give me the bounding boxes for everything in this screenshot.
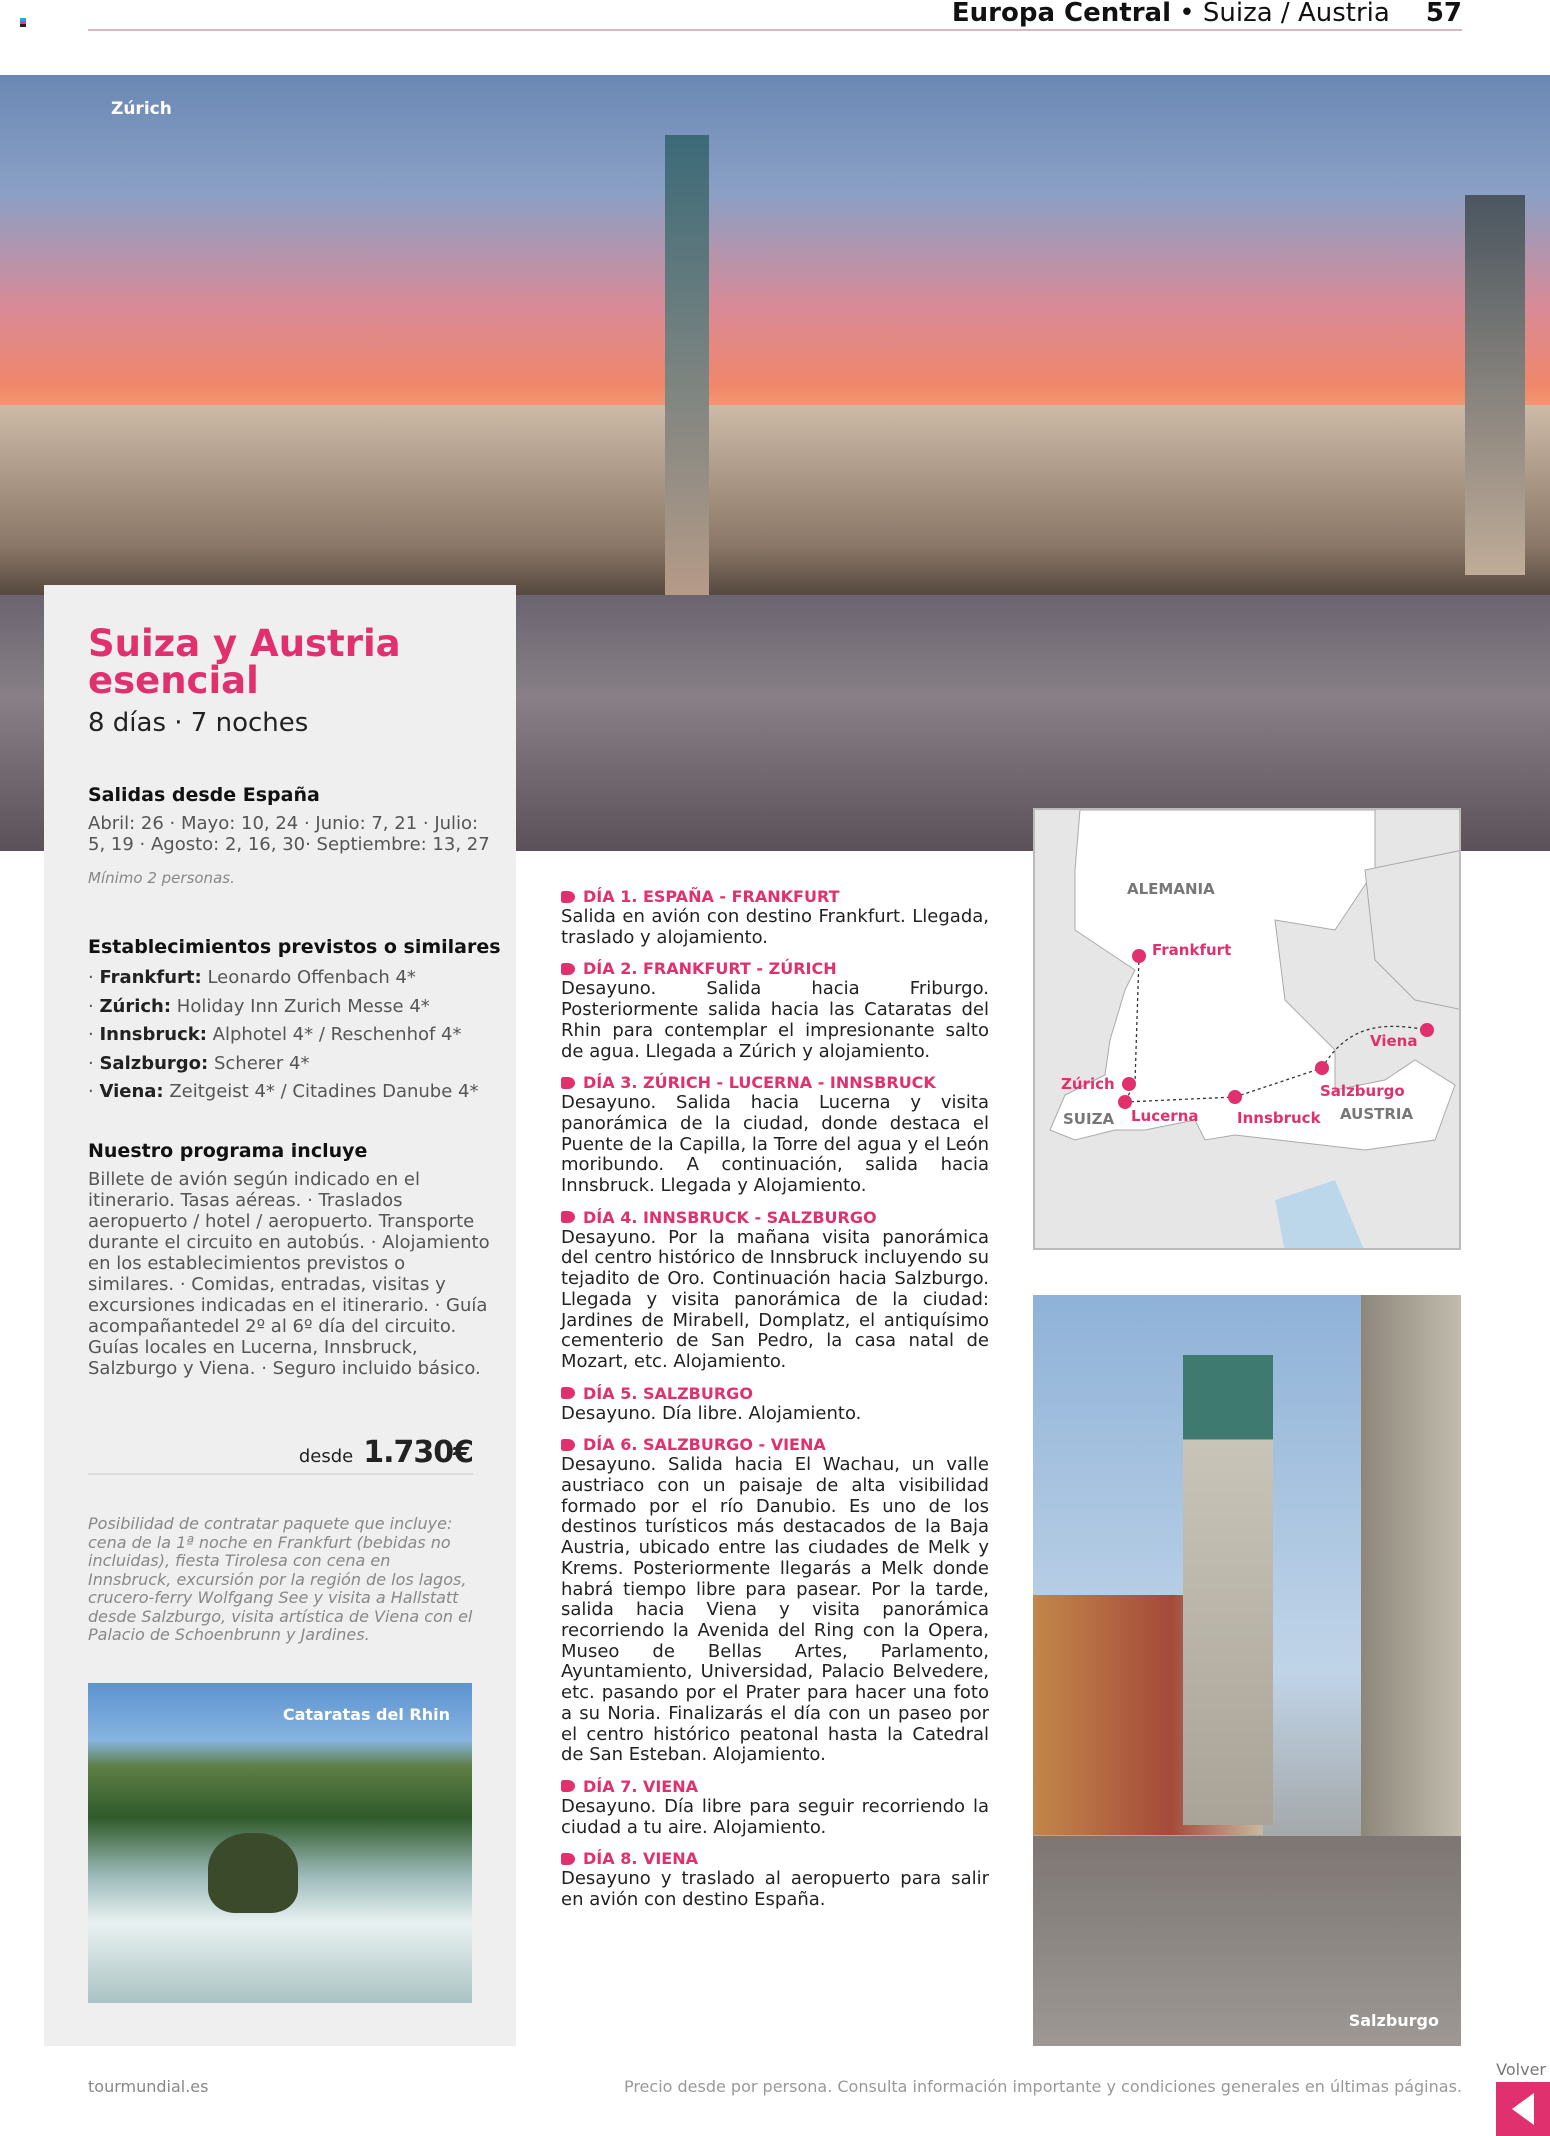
hotel-name: Holiday Inn Zurich Messe 4* [176,995,430,1017]
trip-title-line2: esencial [88,659,259,702]
itinerary-day [561,958,989,1062]
photo-rock [208,1833,298,1913]
salzburgo-caption: Salzburgo [1348,2011,1439,2030]
trip-title-line1: Suiza y Austria [88,622,401,665]
includes-heading: Nuestro programa incluye [88,1140,368,1162]
day-text: Desayuno y traslado al aeropuerto para salir en avión con destino España. [561,1868,989,1911]
map-label-salzburgo: Salzburgo [1320,1082,1405,1100]
hotel-city: Frankfurt: [99,967,202,988]
day-heading [561,1434,989,1455]
day-text: Desayuno. Día libre. Alojamiento. [561,1402,862,1424]
photo-buildings [0,405,1550,605]
map-label-viena: Viena [1370,1032,1418,1050]
page-header: Europa Central • Suiza / Austria 57 [951,0,1462,28]
map-czech [1365,850,1461,1010]
day-text: Desayuno. Salida hacia Lucerna y visita panorámica de la ciudad, donde destaca el Puente de la Capilla, la Torre del agua y el León moribundo. A continuación, salida hacia Innsbruck. Llegada y Alojamiento. [561,1092,989,1197]
hotel-name: Leonardo Offenbach 4* [207,967,416,988]
bullet-icon [561,1853,575,1865]
bullet-icon [561,1780,575,1792]
day-heading [561,1848,989,1869]
day-title: DÍA 6. SALZBURGO - VIENA [583,1435,826,1455]
itinerary-day [561,1207,989,1373]
trip-duration: 8 días · 7 noches [88,708,309,738]
day-title: DÍA 1. ESPAÑA - FRANKFURT [583,887,840,906]
salzburgo-photo [1033,1295,1461,2046]
day-title: DÍA 5. SALZBURGO [583,1383,753,1403]
footer-disclaimer: Precio desde por persona. Consulta información importante y condiciones generales en últimas páginas. [623,2077,1462,2096]
map-label-germany: ALEMANIA [1127,880,1215,898]
day-heading [561,958,989,979]
hero-caption: Zúrich [111,99,172,119]
hotel-city: Salzburgo: [99,1052,209,1074]
day-title: DÍA 7. VIENA [583,1776,699,1796]
hotel-item: · Zúrich: Holiday Inn Zurich Messe 4* [88,995,430,1017]
marker-innsbruck [1228,1090,1242,1104]
hotel-city: Viena: [99,1081,164,1102]
day-heading [561,1776,989,1797]
bullet-icon [561,963,575,975]
map-label-switzerland: SUIZA [1063,1110,1115,1128]
hotel-item: · Innsbruck: Alphotel 4* / Reschenhof 4* [88,1024,462,1045]
day-title: DÍA 4. INNSBRUCK - SALZBURGO [583,1207,877,1227]
itinerary-day [561,1776,989,1838]
bullet-icon [561,891,575,903]
bullet-icon [561,1211,575,1223]
photo-church-tower [665,135,709,605]
day-text: Desayuno. Salida hacia Friburgo. Posteriormente salida hacia las Cataratas del Rhin para contemplar el impresionante salto de agua. Llegada a Zúrich y alojamiento. [561,978,989,1062]
price-value: 1.730€ [363,1435,473,1470]
header-divider [88,29,1462,31]
day-heading [561,1207,989,1228]
marker-lucerna [1118,1095,1132,1109]
hotel-item: · Frankfurt: Leonardo Offenbach 4* [88,967,416,988]
includes-text: Billete de avión según indicado en el itinerario. Tasas aéreas. · Traslados aeropuerto / hotel / aeropuerto. Transporte durante el circuito en autobús. · Alojamiento en los establecimientos previstos o similares. · Comidas, entradas, visitas y excursiones indicadas en el itinerario. · Guía acompañantedel 2º al 6º día del circuito. Guías locales en Lucerna, Innsbruck, Salzburgo y Viena. · Seguro incluido básico. [88,1169,490,1379]
bullet-icon [561,1439,575,1451]
bullet-icon [561,1387,575,1399]
departures-heading: Salidas desde España [88,784,320,806]
bullet-icon [561,1077,575,1089]
day-text: Desayuno. Por la mañana visita panorámica del centro histórico de Innsbruck incluyendo su tejadito de Oro. Continuación hacia Salzburgo. Llegada y visita panorámica de la ciudad: Jardines de Mirabell, Domplatz, el antiquísimo cementerio de San Pedro, la casa natal de Mozart, etc. Alojamiento. [561,1226,989,1372]
back-label: Volver [1496,2060,1546,2079]
itinerary [561,886,989,1921]
chevron-left-icon [1512,2093,1534,2125]
day-heading [561,1072,989,1093]
itinerary-day [561,1072,989,1197]
map-label-frankfurt: Frankfurt [1152,941,1232,959]
footer-site-link[interactable]: tourmundial.es [88,2077,209,2096]
hotel-name: Alphotel 4* / Reschenhof 4* [212,1024,462,1045]
minimum-people: Mínimo 2 personas. [88,869,235,887]
rhine-photo-caption: Cataratas del Rhin [282,1705,450,1724]
day-text: Salida en avión con destino Frankfurt. Llegada, traslado y alojamiento. [561,906,989,948]
day-heading [561,1383,989,1404]
hotels-heading: Establecimientos previstos o similares [88,936,501,958]
price-divider [88,1473,473,1475]
hotels-list [88,964,478,1107]
optional-package-text: Posibilidad de contratar paquete que incluye: cena de la 1ª noche en Frankfurt (bebidas no incluidas), fiesta Tirolesa con cena en Innsbruck, excursión por la región de los lagos, crucero-ferry Wolfgang See y visita a Hallstatt desde Salzburgo, visita artística de Viena con el Palacio de Schoenbrunn y Jardines. [88,1514,473,1644]
hotel-name: Zeitgeist 4* / Citadines Danube 4* [169,1081,479,1102]
color-registration-mark [20,18,26,27]
photo-facade [1361,1295,1461,1855]
hotel-name: Scherer 4* [213,1052,310,1074]
map-label-innsbruck: Innsbruck [1237,1109,1321,1127]
route-map [1033,808,1461,1250]
map-label-zurich: Zúrich [1061,1075,1115,1093]
header-section: Europa Central [951,0,1171,28]
day-title: DÍA 3. ZÚRICH - LUCERNA - INNSBRUCK [583,1073,936,1093]
price-block [88,1435,473,1470]
hotel-city: Zúrich: [99,995,172,1017]
itinerary-day [561,1383,989,1425]
map-graphic [1035,810,1461,1250]
hotel-city: Innsbruck: [99,1024,207,1045]
rhine-falls-photo [88,1683,472,2003]
hotel-item: · Salzburgo: Scherer 4* [88,1052,310,1074]
marker-frankfurt [1132,949,1146,963]
price-prefix: desde [298,1446,354,1467]
map-sea [1275,1180,1365,1250]
day-title: DÍA 2. FRANKFURT - ZÚRICH [583,959,837,979]
header-subsection: Suiza / Austria [1202,0,1390,28]
map-label-lucerna: Lucerna [1131,1107,1199,1125]
day-text: Desayuno. Día libre para seguir recorriendo la ciudad a tu aire. Alojamiento. [561,1795,989,1838]
photo-clock-tower [1465,195,1525,575]
page-number: 57 [1425,0,1462,28]
itinerary-day [561,1848,989,1910]
day-text: Desayuno. Salida hacia El Wachau, un valle austriaco con un paisaje de alta visibilidad formado por el río Danubio. Es uno de los destinos turísticos más destacados de la Baja Austria, ubicado entre las ciudades de Melk y Krems. Posteriormente llegarás a Melk donde habrá tiempo libre para pasear. Por la tarde, salida hacia Viena y visita panorámica recorriendo la Avenida del Ring con la Opera, Museo de Bellas Artes, Parlamento, Ayuntamiento, Universidad, Palacio Belvedere, etc. pasando por el Prater para hacer una foto a su Noria. Finalizarás el día con un paseo por el centro histórico peatonal hasta la Catedral de San Esteban. Alojamiento. [561,1454,989,1766]
itinerary-day [561,886,989,948]
marker-viena [1420,1023,1434,1037]
marker-salzburgo [1315,1061,1329,1075]
back-button[interactable] [1496,2082,1550,2136]
day-title: DÍA 8. VIENA [583,1849,699,1869]
departures-text: Abril: 26 · Mayo: 10, 24 · Junio: 7, 21 · Julio: 5, 19 · Agosto: 2, 16, 30· Septiembre: 13, 27 [88,813,490,855]
map-label-austria: AUSTRIA [1340,1105,1414,1123]
photo-city-tower [1183,1355,1273,1825]
itinerary-day [561,1434,989,1766]
hotel-item: · Viena: Zeitgeist 4* / Citadines Danube 4* [88,1081,479,1102]
day-heading [561,886,989,907]
marker-zurich [1122,1077,1136,1091]
trip-title [88,622,401,702]
